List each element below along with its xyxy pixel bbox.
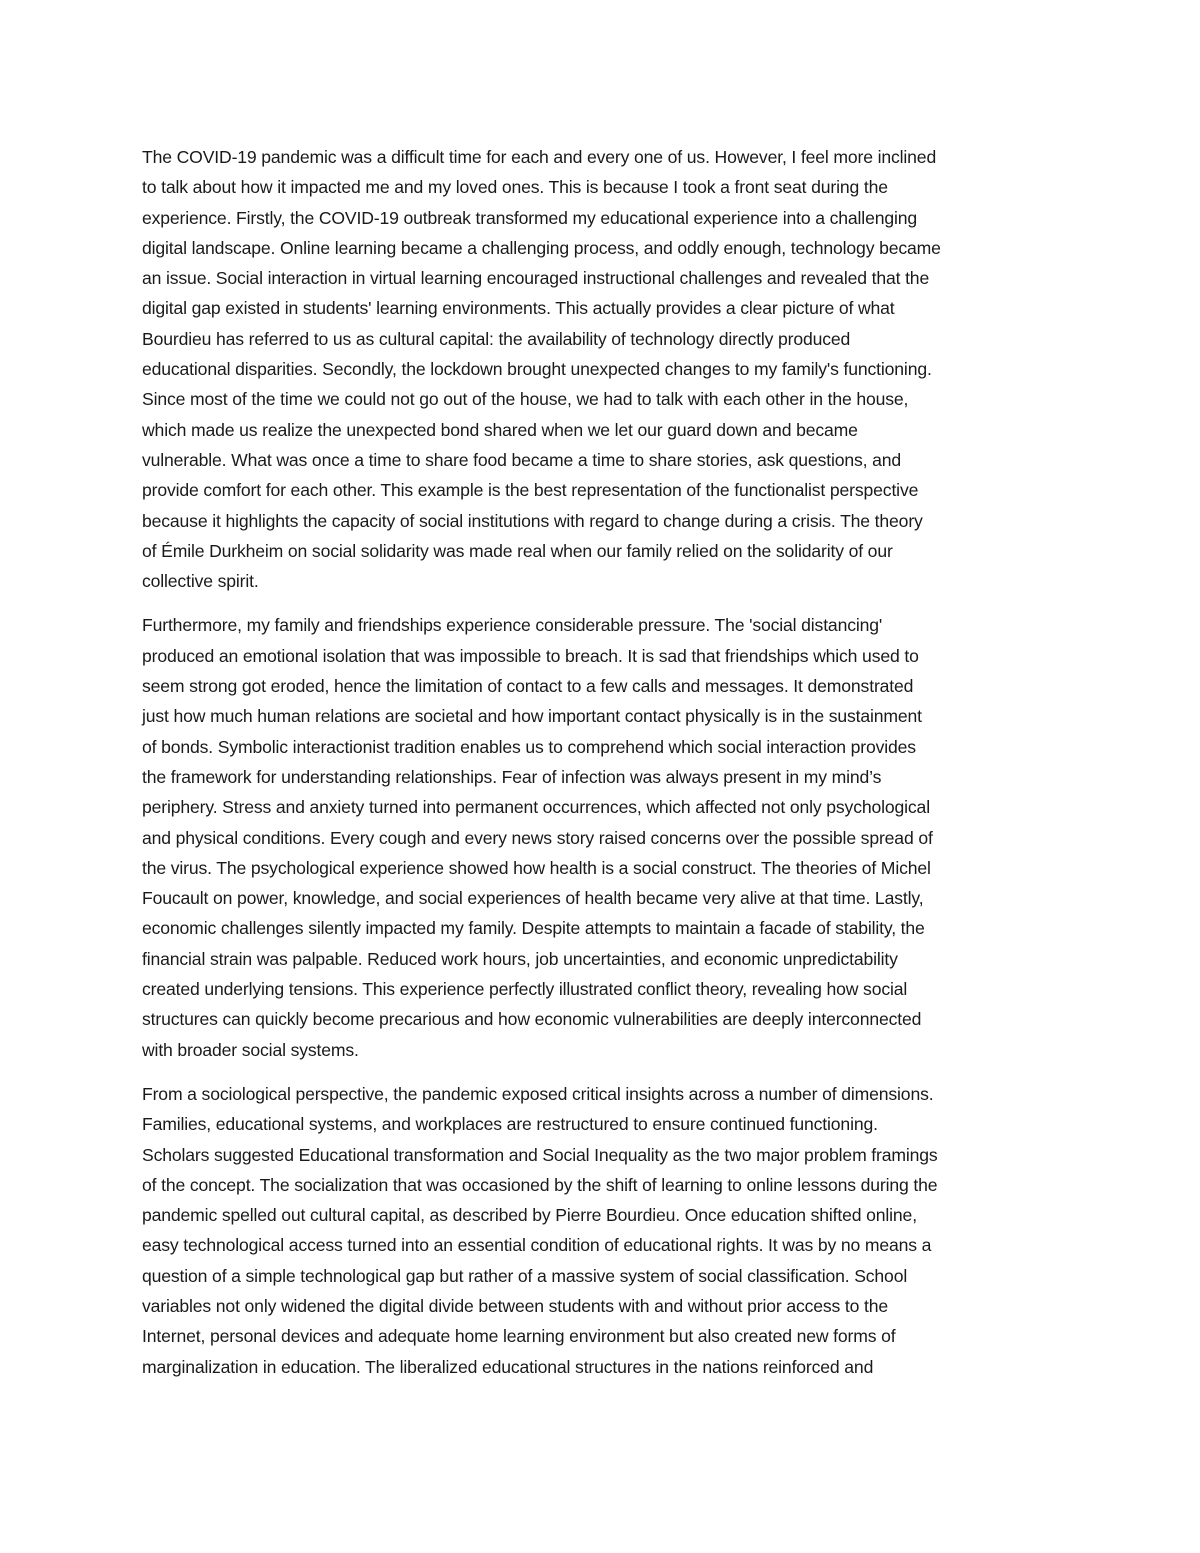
text-line: produced an emotional isolation that was impossible to breach. It is sad that friendships which used to xyxy=(142,645,919,666)
text-line: Scholars suggested Educational transformation and Social Inequality as the two major problem framings xyxy=(142,1144,938,1165)
text-line: an issue. Social interaction in virtual learning encouraged instructional challenges and revealed that the xyxy=(142,268,930,289)
text-line: and physical conditions. Every cough and every news story raised concerns over the possible spread of xyxy=(142,827,933,848)
text-line: with broader social systems. xyxy=(142,1039,359,1060)
text-line: of the concept. The socialization that was occasioned by the shift of learning to online lessons during the xyxy=(142,1174,938,1195)
paragraph xyxy=(142,610,1062,1064)
text-line: Furthermore, my family and friendships experience considerable pressure. The 'social distancing' xyxy=(142,615,883,636)
text-line: provide comfort for each other. This example is the best representation of the functionalist perspective xyxy=(142,480,919,501)
text-line: From a sociological perspective, the pandemic exposed critical insights across a number of dimensions. xyxy=(142,1083,934,1104)
text-line: created underlying tensions. This experience perfectly illustrated conflict theory, revealing how social xyxy=(142,979,908,1000)
text-line: periphery. Stress and anxiety turned into permanent occurrences, which affected not only psychological xyxy=(142,797,930,818)
text-line: just how much human relations are societal and how important contact physically is in the sustainment xyxy=(142,706,922,727)
text-line: variables not only widened the digital divide between students with and without prior access to the xyxy=(142,1295,889,1316)
text-line: collective spirit. xyxy=(142,571,259,592)
text-line: the virus. The psychological experience showed how health is a social construct. The theories of Michel xyxy=(142,857,931,878)
text-line: to talk about how it impacted me and my loved ones. This is because I took a front seat during the xyxy=(142,177,888,198)
paragraph xyxy=(142,1079,1062,1382)
text-line: educational disparities. Secondly, the lockdown brought unexpected changes to my family's functioning. xyxy=(142,359,932,380)
text-line: seem strong got eroded, hence the limitation of contact to a few calls and messages. It demonstrated xyxy=(142,676,914,697)
text-line: Since most of the time we could not go out of the house, we had to talk with each other in the house, xyxy=(142,389,909,410)
text-line: which made us realize the unexpected bond shared when we let our guard down and became xyxy=(142,419,858,440)
text-line: Foucault on power, knowledge, and social experiences of health became very alive at that time. Lastly, xyxy=(142,888,924,909)
document-body xyxy=(142,142,1062,1382)
paragraph-spacer xyxy=(142,1065,1062,1079)
text-line: structures can quickly become precarious and how economic vulnerabilities are deeply interconnected xyxy=(142,1009,922,1030)
text-line: pandemic spelled out cultural capital, as described by Pierre Bourdieu. Once education shifted online, xyxy=(142,1205,917,1226)
text-line: economic challenges silently impacted my family. Despite attempts to maintain a facade of stability, the xyxy=(142,918,925,939)
text-line: experience. Firstly, the COVID-19 outbreak transformed my educational experience into a challenging xyxy=(142,207,917,228)
text-line: financial strain was palpable. Reduced work hours, job uncertainties, and economic unpredictability xyxy=(142,948,898,969)
text-line: Families, educational systems, and workplaces are restructured to ensure continued functioning. xyxy=(142,1114,878,1135)
text-line: vulnerable. What was once a time to share food became a time to share stories, ask questions, and xyxy=(142,449,902,470)
text-line: the framework for understanding relationships. Fear of infection was always present in my mind’s xyxy=(142,766,882,787)
text-line: because it highlights the capacity of social institutions with regard to change during a crisis. The theory xyxy=(142,510,923,531)
text-line: question of a simple technological gap but rather of a massive system of social classification. School xyxy=(142,1265,908,1286)
text-line: marginalization in education. The liberalized educational structures in the nations reinforced and xyxy=(142,1356,874,1377)
text-line: Internet, personal devices and adequate home learning environment but also created new forms of xyxy=(142,1326,896,1347)
text-line: of bonds. Symbolic interactionist tradition enables us to comprehend which social interaction provides xyxy=(142,736,916,757)
text-line: digital landscape. Online learning became a challenging process, and oddly enough, technology became xyxy=(142,237,941,258)
text-line: The COVID-19 pandemic was a difficult time for each and every one of us. However, I feel more inclined xyxy=(142,147,937,167)
text-line: of Émile Durkheim on social solidarity was made real when our family relied on the solidarity of our xyxy=(142,540,893,561)
paragraph xyxy=(142,142,1062,596)
text-line: digital gap existed in students' learning environments. This actually provides a clear picture of what xyxy=(142,298,895,319)
paragraph-spacer xyxy=(142,596,1062,610)
text-line: easy technological access turned into an essential condition of educational rights. It was by no means a xyxy=(142,1235,932,1256)
text-line: Bourdieu has referred to us as cultural capital: the availability of technology directly produced xyxy=(142,328,851,349)
